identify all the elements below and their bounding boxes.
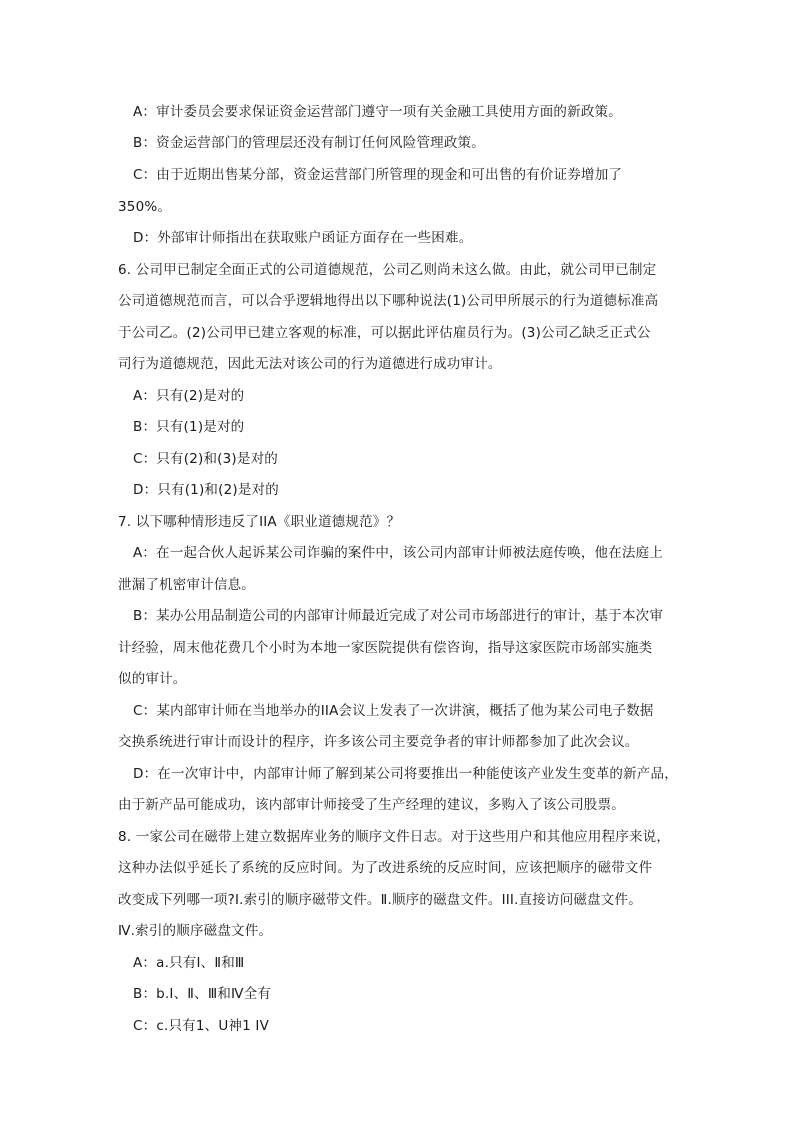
option-c-line: C：只有(2)和(3)是对的 [133,451,278,467]
question-8-line: 这种办法似乎延长了系统的反应时间。为了改进系统的反应时间，应该把顺序的磁带文件 [118,860,653,876]
option-c-line-cont: 350%。 [118,199,172,215]
question-6-line: 公司道德规范而言，可以合乎逻辑地得出以下哪种说法(1)公司甲所展示的行为道德标准高 [118,293,659,309]
option-a-line: A：只有(2)是对的 [133,388,245,404]
question-6-line: 司行为道德规范，因此无法对该公司的行为道德进行成功审计。 [118,356,502,372]
option-a-line: A：在一起合伙人起诉某公司诈骗的案件中，该公司内部审计师被法庭传唤，他在法庭上 [133,545,664,561]
option-b-line: B：资金运营部门的管理层还没有制订任何风险管理政策。 [133,135,485,151]
option-c-line: C：某内部审计师在当地举办的IIA会议上发表了一次讲演，概括了他为某公司电子数据 [133,703,654,719]
option-b-line: B：b.Ⅰ、Ⅱ、Ⅲ和Ⅳ全有 [133,986,272,1002]
option-b-line: B：某办公用品制造公司的内部审计师最近完成了对公司市场部进行的审计，基于本次审 [133,608,664,624]
question-6-line: 6. 公司甲已制定全面正式的公司道德规范，公司乙则尚未这么做。由此，就公司甲已制定 [118,262,657,278]
option-d-line: D：只有(1)和(2)是对的 [133,482,279,498]
option-b-line-cont: 计经验，周末他花费几个小时为本地一家医院提供有偿咨询，指导这家医院市场部实施类 [118,640,653,656]
option-a-line: A：审计委员会要求保证资金运营部门遵守一项有关金融工具使用方面的新政策。 [133,104,622,120]
option-c-line: C：c.只有1、U神1 IV [133,1018,270,1034]
option-a-line-cont: 泄漏了机密审计信息。 [118,577,255,593]
option-b-line: B：只有(1)是对的 [133,419,245,435]
question-7-line: 7. 以下哪种情形违反了IIA《职业道德规范》？ [118,514,401,530]
option-d-line: D：在一次审计中，内部审计师了解到某公司将要推出一种能使该产业发生变革的新产品， [133,766,678,782]
option-d-line: D：外部审计师指出在获取账户函证方面存在一些困难。 [133,230,473,246]
question-8-line: Ⅳ.索引的顺序磁盘文件。 [118,923,273,939]
option-c-line: C：由于近期出售某分部，资金运营部门所管理的现金和可出售的有价证券增加了 [133,167,623,183]
question-6-line: 于公司乙。(2)公司甲已建立客观的标准，可以据此评估雇员行为。(3)公司乙缺乏正式公 [118,325,651,341]
option-d-line-cont: 由于新产品可能成功，该内部审计师接受了生产经理的建议，多购入了该公司股票。 [118,797,625,813]
option-c-line-cont: 交换系统进行审计而设计的程序，许多该公司主要竞争者的审计师都参加了此次会议。 [118,734,639,750]
option-a-line: A：a.只有Ⅰ、Ⅱ和Ⅲ [133,955,245,971]
option-b-line-cont: 似的审计。 [118,671,187,687]
question-8-line: 改变成下列哪一项?I.索引的顺序磁带文件。Ⅱ.顺序的磁盘文件。III.直接访问磁盘文件。 [118,892,642,908]
question-8-line: 8. 一家公司在磁带上建立数据库业务的顺序文件日志。对于这些用户和其他应用程序来说， [118,829,671,845]
